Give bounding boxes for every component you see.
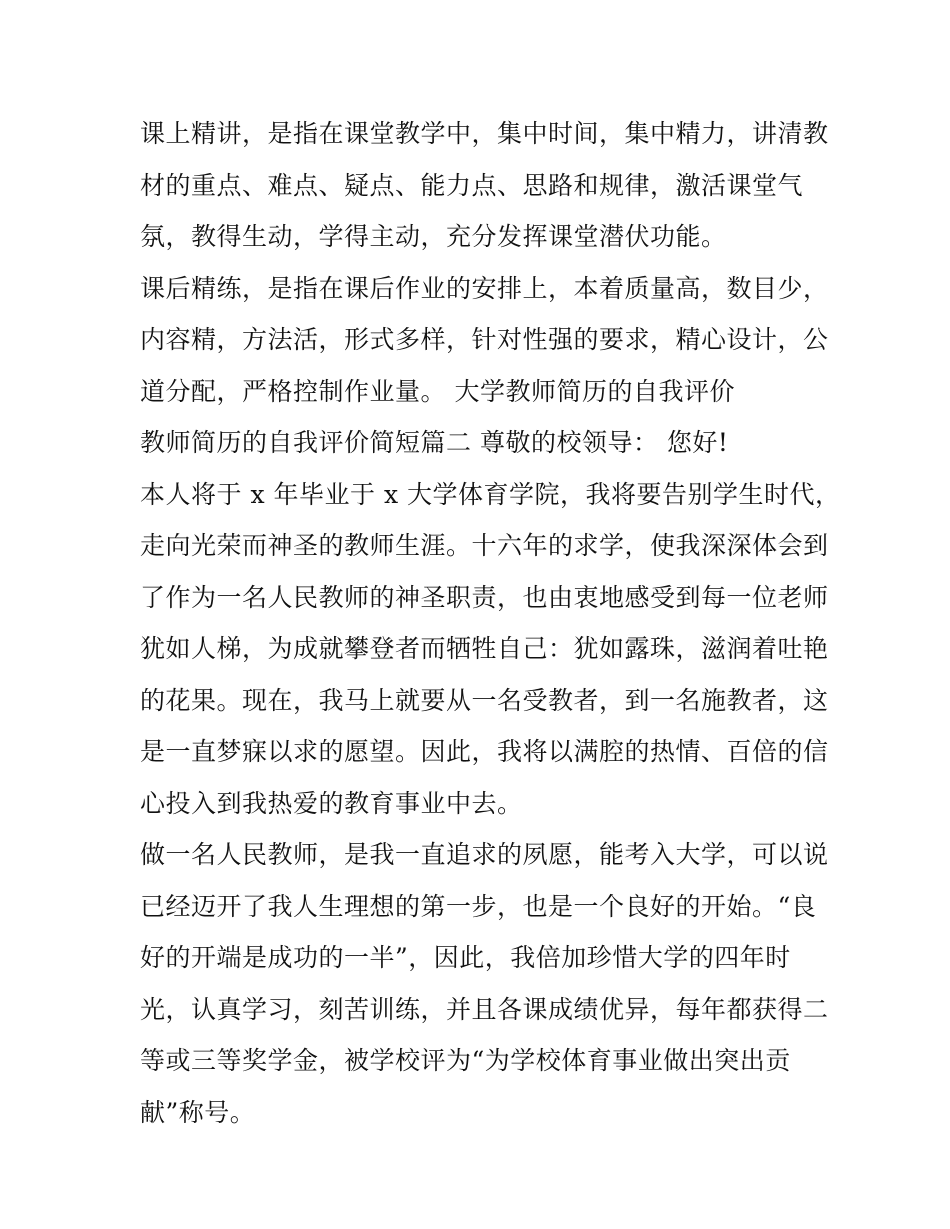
text-line-17: 好的开端是成功的一半”，因此，我倍加珍惜大学的四年时 (140, 943, 791, 972)
text-line-3: 氛，教得生动，学得主动，充分发挥课堂潜伏功能。 (140, 222, 727, 251)
text-line-5: 内容精，方法活，形式多样，针对性强的要求，精心设计，公 (140, 325, 829, 354)
text-line-18: 光，认真学习，刻苦训练，并且各课成绩优异，每年都获得二 (140, 994, 829, 1024)
text-line-4: 课后精练，是指在课后作业的安排上，本着质量高，数目少， (140, 273, 829, 303)
text-line-8: 本人将于 x 年毕业于 x 大学体育学院，我将要告别学生时代， (140, 479, 841, 509)
text-line-7: 教师简历的自我评价简短篇二 尊敬的校领导： 您好! (140, 428, 729, 457)
text-line-2: 材的重点、难点、疑点、能力点、思路和规律，激活课堂气 (140, 170, 804, 200)
text-line-15: 做一名人民教师，是我一直追求的夙愿，能考入大学，可以说 (140, 840, 829, 869)
text-line-13: 是一直梦寐以求的愿望。因此，我将以满腔的热情、百倍的信 (140, 737, 829, 766)
text-line-20: 献”称号。 (140, 1097, 256, 1127)
text-line-16: 已经迈开了我人生理想的第一步，也是一个良好的开始。“良 (140, 891, 817, 921)
text-line-9: 走向光荣而神圣的教师生涯。十六年的求学，使我深深体会到 (140, 531, 829, 560)
document-body (140, 108, 841, 1138)
text-line-19: 等或三等奖学金，被学校评为“为学校体育事业做出突出贡 (140, 1046, 791, 1075)
text-line-10: 了作为一名人民教师的神圣职责，也由衷地感受到每一位老师 (140, 582, 829, 612)
text-line-6: 道分配，严格控制作业量。 大学教师简历的自我评价 (140, 376, 735, 406)
text-line-14: 心投入到我热爱的教育事业中去。 (140, 788, 523, 818)
text-line-11: 犹如人梯，为成就攀登者而牺牲自己：犹如露珠，滋润着吐艳 (140, 634, 829, 663)
text-line-1: 课上精讲，是指在课堂教学中，集中时间，集中精力，讲清教 (140, 119, 829, 148)
text-line-12: 的花果。现在，我马上就要从一名受教者，到一名施教者，这 (140, 685, 829, 715)
